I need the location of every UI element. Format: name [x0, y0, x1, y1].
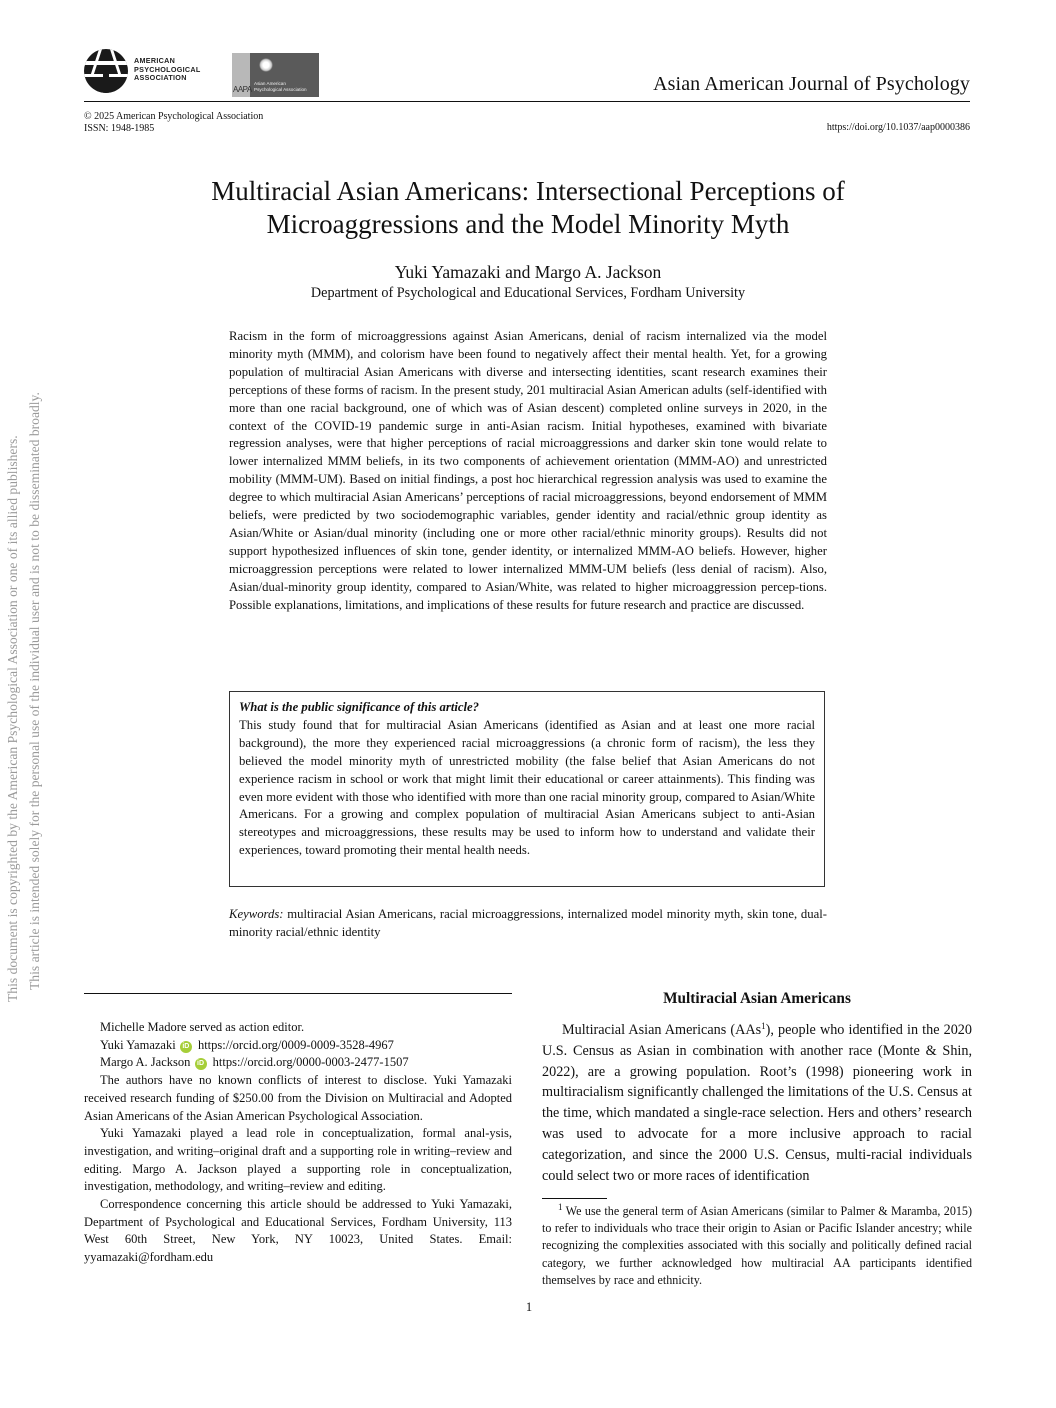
doi-link[interactable]: https://doi.org/10.1037/aap0000386: [826, 122, 970, 133]
aapa-logo-subtext: Asian American Psychological Association: [254, 81, 307, 92]
abstract: Racism in the form of microaggressions against Asian Americans, denial of racism internalized via the model minority myth (MMM), and colorism have been found to negatively affect their mental health. Yet, for a growing population of multiracial Asian Americans with diverse and intersecting identities, scant research examines their perceptions of these forms of racism. In the present study, 201 multiracial Asian American adults (self-identified with more than one racial background, one of which was of Asian descent) completed online surveys in 2020, in the context of the COVID-19 pandemic surge in anti-Asian racism. Initial hypotheses, examined with bivariate regression analyses, were that higher perceptions of racial microaggressions and darker skin tone would relate to lower internalized MMM beliefs, in its two components of achievement orientation (MMM-AO) and unrestricted mobility (MMM-UM). Based on initial findings, a post hoc hierarchical regression analysis was used to examine the degree to which multiracial Asian Americans’ perceptions of racial microaggressions, beyond endorsement of MMM beliefs, were predicted by two sociodemographic variables, gender identity and racial/ethnic group identity as Asian/White or Asian/dual minority (including one or more other racial/ethnic minority groups). Results did not support hypothesized influences of skin tone, gender identity, or internalized MMM-AO beliefs. However, higher microaggression perceptions were related to lower internalized MMM-UM beliefs (less denial of racism). Also, Asian/dual-minority group identity, compared to Asian/White, was related to higher microaggression percep-tions. Possible explanations, limitations, and implications of these results for future research and practice are discussed.: [229, 329, 827, 612]
action-editor-note: Michelle Madore served as action editor.: [100, 1020, 305, 1034]
header-divider: [84, 101, 970, 102]
psi-icon: [84, 49, 128, 93]
footnote-text: We use the general term of Asian Americans (similar to Palmer & Maramba, 2015) to refer to individuals who trace their origin to Asian or Pacific Islander ancestry; while recognizing the complexities associated with this socially and politically defined racial category, we further acknowledged how multiracial AA participants identified themselves by race and ethnicity.: [542, 1204, 972, 1287]
public-significance-text: This study found that for multiracial Asian Americans (identified as Asian and at least one more racial background), the more they experienced racial microaggressions (a chronic form of racism), the less they believed the model minority myth of unrestricted mobility (the false belief that Asian Americans do not experience racism in school or work that might limit their educational or career attainments). This finding was even more evident with those who identified with more than one racial minority group, compared to Asian/White Americans. For a growing and complex population of multiracial Asian Americans subject to anti-Asian stereotypes and microaggressions, these results may be used to inform how to understand and validate their experiences, toward promoting their mental health needs.: [239, 717, 815, 858]
body-text-start: Multiracial Asian Americans (AAs: [562, 1022, 762, 1038]
orcid-icon: iD: [195, 1058, 207, 1070]
article-title-line-1: Multiracial Asian Americans: Intersectional Perceptions of: [211, 176, 845, 206]
copyright-notice: © 2025 American Psychological Association: [84, 111, 264, 122]
body-paragraph: [542, 1020, 972, 1186]
affiliation: Department of Psychological and Educational Services, Fordham University: [310, 285, 746, 301]
apa-logo: [84, 49, 234, 95]
copyright-block: [84, 111, 263, 135]
author-list: Yuki Yamazaki and Margo A. Jackson: [394, 262, 662, 282]
aapa-logo-text: AAPA: [233, 85, 252, 94]
keywords-label: Keywords:: [229, 907, 284, 921]
section-heading: Multiracial Asian Americans: [663, 990, 851, 1007]
aapa-logo: [232, 53, 319, 97]
footnote-number: 1: [558, 1202, 563, 1212]
author-notes: [84, 1019, 512, 1267]
issn: ISSN: 1948-1985: [84, 123, 155, 134]
keywords-list: multiracial Asian Americans, racial microaggressions, internalized model minority myth, skin tone, dual-minority racial/ethnic identity: [229, 907, 828, 939]
copyright-watermark: [0, 0, 60, 1408]
orcid-icon: iD: [180, 1041, 192, 1053]
starburst-icon: [259, 58, 273, 72]
page-number: 1: [525, 1300, 533, 1314]
watermark-line-1: This document is copyrighted by the American Psychological Association or one of its allied publishers.: [5, 435, 20, 1002]
article-title: [120, 175, 936, 241]
public-significance-heading: What is the public significance of this article?: [239, 700, 480, 714]
apa-logo-text: AMERICAN PSYCHOLOGICAL ASSOCIATION: [134, 56, 201, 83]
journal-title: Asian American Journal of Psychology: [653, 73, 970, 95]
orcid-author-2: Margo A. Jackson: [100, 1055, 191, 1070]
correspondence-note: Correspondence concerning this article should be addressed to Yuki Yamazaki, Department of Psychological and Educational Services, Fordham University, 113 West 60th Street, New York, NY 10023, United States. Email: yyamazaki@fordham.edu: [84, 1197, 512, 1265]
footnote-divider: [84, 993, 512, 994]
public-significance-box: [229, 691, 825, 887]
footnote-1: [542, 1203, 972, 1289]
footnote-rule: [542, 1198, 607, 1199]
orcid-link-2[interactable]: https://orcid.org/0000-0003-2477-1507: [212, 1055, 409, 1070]
watermark-line-2: This article is intended solely for the personal use of the individual user and is not to be disseminated broadly.: [27, 392, 42, 990]
body-text-rest: ), people who identified in the 2020 U.S. Census as Asian in combination with another race (Monte & Shin, 2022), are a growing population. Root’s (1998) pioneering work in multiracialism significantly challenged the limitations of the U.S. Census at the time, which mandated a single-race selection. Hers and others’ research was used to advocate for a more inclusive approach to racial categorization, and since the 2000 U.S. Census, multi-racial individuals could select two or more races of identification: [542, 1022, 972, 1184]
keywords: [229, 906, 827, 942]
orcid-link-1[interactable]: https://orcid.org/0009-0009-3528-4967: [197, 1037, 394, 1052]
author-roles-note: Yuki Yamazaki played a lead role in conceptualization, formal anal-ysis, investigation, and writing–original draft and a supporting role in writing–review and editing. Margo A. Jackson played a supporting role in conceptualization, investigation, methodology, and writing–review and editing.: [84, 1126, 512, 1194]
orcid-line-2: [84, 1054, 512, 1072]
orcid-line-1: [84, 1037, 512, 1055]
conflicts-note: The authors have no known conflicts of interest to disclose. Yuki Yamazaki received research funding of $250.00 from the Division on Multiracial and Adopted Asian Americans of the Asian American Psychological Association.: [84, 1073, 512, 1123]
orcid-author-1: Yuki Yamazaki: [100, 1037, 176, 1052]
article-title-line-2: Microaggressions and the Model Minority Myth: [266, 209, 790, 239]
footnote-reference[interactable]: 1: [761, 1021, 766, 1031]
